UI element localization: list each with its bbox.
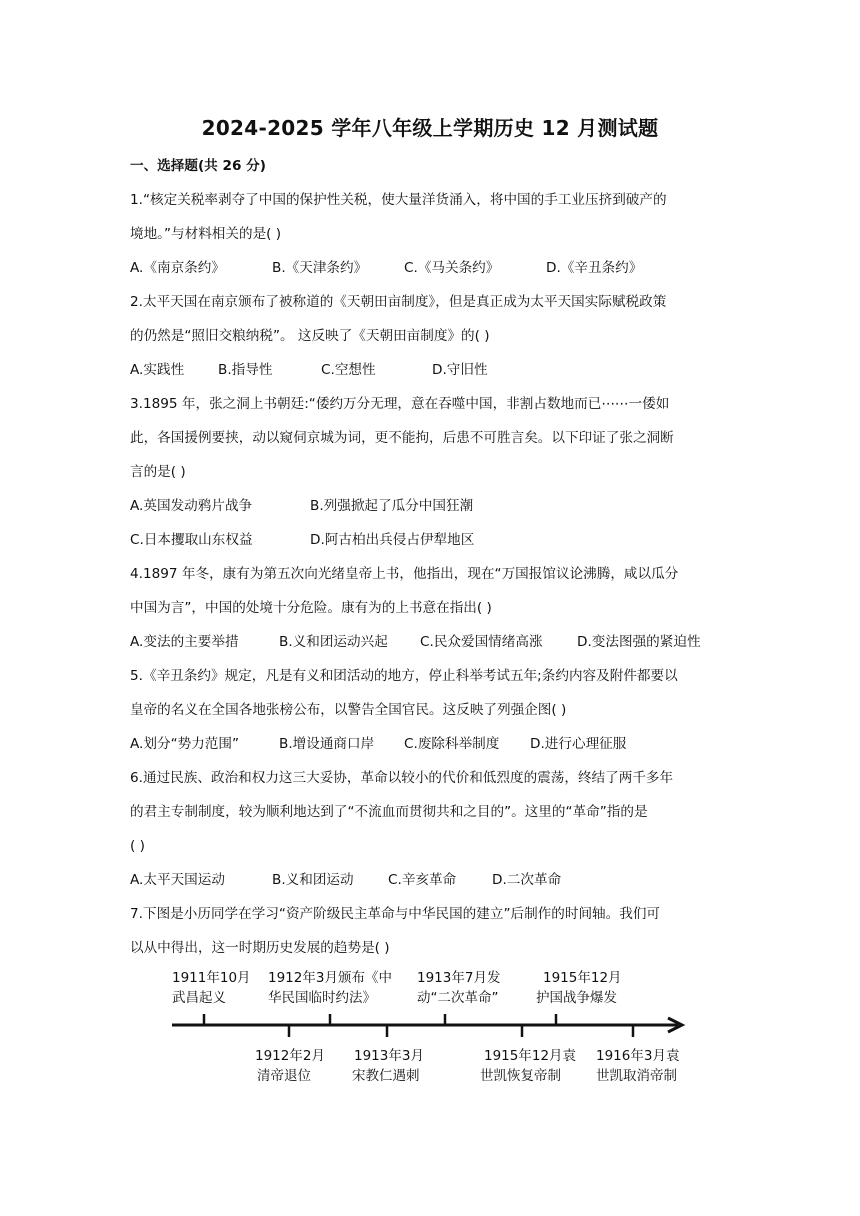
question-1-option-d: D.《辛丑条约》 [546, 260, 643, 276]
question-3-option-b: B.列强掀起了瓜分中国狂潮 [310, 498, 474, 514]
question-5-line-2: 皇帝的名义在全国各地张榜公布，以警告全国官民。这反映了列强企图( ) [130, 702, 567, 718]
question-1-option-b: B.《天津条约》 [272, 260, 368, 276]
event-below-3-line-1: 1915年12月袁 [484, 1048, 577, 1064]
event-below-2-line-2: 宋教仁遇刺 [352, 1068, 420, 1084]
timeline-figure [150, 962, 710, 1092]
question-6-line-1: 6.通过民族、政治和权力这三大妥协，革命以较小的代价和低烈度的震荡，终结了两千多年 [130, 770, 674, 786]
timeline-svg [150, 962, 710, 1092]
question-3-option-c: C.日本攫取山东权益 [130, 532, 253, 548]
question-4-option-d: D.变法图强的紧迫性 [577, 634, 701, 650]
event-above-2-line-2: 华民国临时约法》 [268, 990, 376, 1006]
question-6-option-a: A.太平天国运动 [130, 872, 225, 888]
question-6-option-c: C.辛亥革命 [388, 872, 457, 888]
question-1-line-2: 境地。”与材料相关的是( ) [130, 226, 282, 242]
question-6-option-b: B.义和团运动 [272, 872, 354, 888]
question-1-option-c: C.《马关条约》 [404, 260, 500, 276]
question-5-option-c: C.废除科举制度 [404, 736, 500, 752]
question-7-line-1: 7.下图是小历同学在学习“资产阶级民主革命与中华民国的建立”后制作的时间轴。我们可 [130, 906, 661, 922]
question-6-option-d: D.二次革命 [492, 872, 562, 888]
event-below-4-line-2: 世凯取消帝制 [596, 1068, 677, 1084]
question-1-line-1: 1.“核定关税率剥夺了中国的保护性关税，使大量洋货涌入，将中国的手工业压挤到破产的 [130, 192, 667, 208]
event-above-2-line-1: 1912年3月颁布《中 [268, 970, 392, 986]
event-below-3-line-2: 世凯恢复帝制 [480, 1068, 561, 1084]
question-4-option-b: B.义和团运动兴起 [279, 634, 388, 650]
question-5-option-a: A.划分“势力范围” [130, 736, 240, 752]
event-above-4-line-1: 1915年12月 [543, 970, 622, 986]
question-2-option-b: B.指导性 [218, 362, 273, 378]
question-4-line-2: 中国为言”，中国的处境十分危险。康有为的上书意在指出( ) [130, 600, 492, 616]
question-3-option-a: A.英国发动鸦片战争 [130, 498, 253, 514]
event-above-1-line-2: 武昌起义 [172, 990, 226, 1006]
question-4-option-a: A.变法的主要举措 [130, 634, 239, 650]
question-2-option-d: D.守旧性 [432, 362, 488, 378]
page-title: 2024-2025 学年八年级上学期历史 12 月测试题 [201, 116, 659, 140]
event-below-4-line-1: 1916年3月袁 [596, 1048, 680, 1064]
event-below-1-line-2: 清帝退位 [257, 1068, 311, 1084]
event-above-1-line-1: 1911年10月 [172, 970, 251, 986]
question-2-option-a: A.实践性 [130, 362, 185, 378]
question-5-option-d: D.进行心理征服 [530, 736, 627, 752]
event-above-3-line-2: 动“二次革命” [417, 990, 499, 1006]
question-3-line-1: 3.1895 年，张之洞上书朝廷:“倭约万分无理，意在吞噬中国，非割占数地而已⋯⋯一倭如 [130, 396, 670, 412]
question-4-line-1: 4.1897 年冬，康有为第五次向光绪皇帝上书，他指出，现在“万国报馆议论沸腾，咸以瓜分 [130, 566, 679, 582]
question-3-line-3: 言的是( ) [130, 464, 186, 480]
question-7-line-2: 以从中得出，这一时期历史发展的趋势是( ) [130, 940, 390, 956]
question-1-option-a: A.《南京条约》 [130, 260, 225, 276]
question-6-line-2: 的君主专制制度，较为顺利地达到了“不流血而贯彻共和之目的”。这里的“革命”指的是 [130, 804, 648, 820]
event-below-2-line-1: 1913年3月 [354, 1048, 424, 1064]
event-above-3-line-1: 1913年7月发 [417, 970, 501, 986]
section-heading: 一、选择题(共 26 分) [130, 158, 266, 174]
question-3-line-2: 此，各国援例要挟，动以窥伺京城为词，更不能拘，后患不可胜言矣。以下印证了张之洞断 [130, 430, 674, 446]
question-5-line-1: 5.《辛丑条约》规定，凡是有义和团活动的地方，停止科举考试五年;条约内容及附件都要以 [130, 668, 678, 684]
question-4-option-c: C.民众爱国情绪高涨 [420, 634, 543, 650]
question-2-line-2: 的仍然是“照旧交粮纳税”。 这反映了《天朝田亩制度》的( ) [130, 328, 490, 344]
event-below-1-line-1: 1912年2月 [255, 1048, 325, 1064]
question-6-line-3: ( ) [130, 838, 145, 854]
question-3-option-d: D.阿古柏出兵侵占伊犁地区 [310, 532, 475, 548]
question-2-line-1: 2.太平天国在南京颁布了被称道的《天朝田亩制度》，但是真正成为太平天国实际赋税政策 [130, 294, 667, 310]
event-above-4-line-2: 护国战争爆发 [536, 990, 617, 1006]
question-5-option-b: B.增设通商口岸 [279, 736, 375, 752]
question-2-option-c: C.空想性 [321, 362, 376, 378]
